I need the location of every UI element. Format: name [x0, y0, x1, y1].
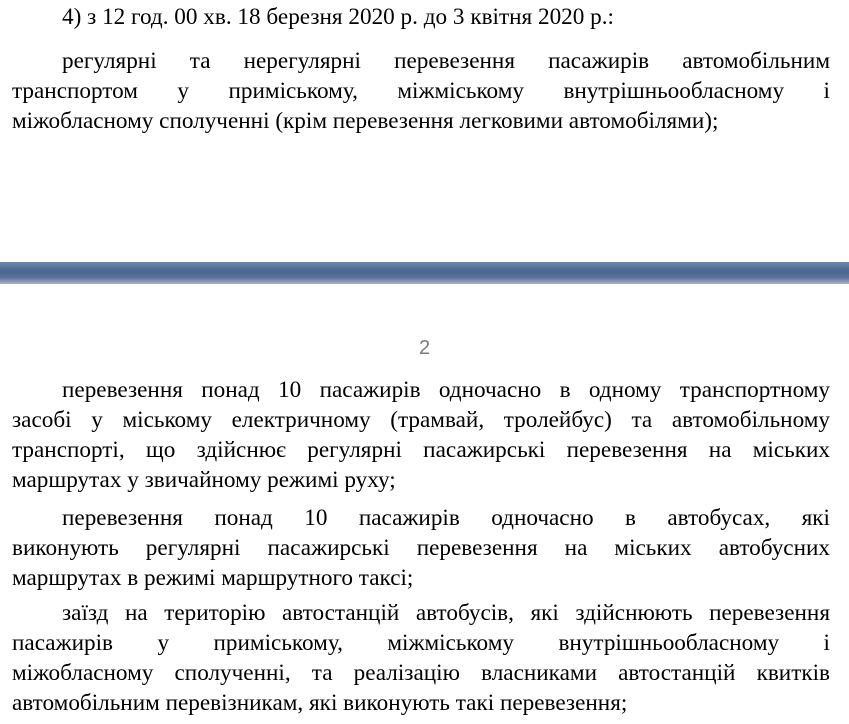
paragraph-line: маршрутах у звичайному режимі руху;: [12, 467, 396, 493]
paragraph-line: автомобільним перевізникам, які виконують такі перевезення;: [12, 690, 628, 716]
paragraph-line: міжобласному сполученні (крім перевезення легковими автомобілями);: [12, 108, 719, 134]
paragraph-line: транспорті, що здійснює регулярні пасажирські перевезення на міських: [12, 437, 830, 463]
paragraph-line: транспортом у приміському, міжміському внутрішньообласному і: [12, 78, 830, 104]
paragraph-line: міжобласному сполученні, та реалізацію власниками автостанцій квитків: [12, 660, 830, 686]
paragraph-line: перевезення понад 10 пасажирів одночасно в одному транспортному: [62, 377, 830, 403]
page-number: 2: [418, 337, 431, 359]
paragraph-line: маршрутах в режимі маршрутного таксі;: [12, 565, 414, 591]
paragraph-line: виконують регулярні пасажирські перевезення на міських автобусних: [12, 535, 830, 561]
paragraph-line: засобі у міському електричному (трамвай, тролейбус) та автомобільному: [12, 407, 830, 433]
paragraph-urban-transport: [12, 375, 830, 495]
paragraph-route-taxi: [12, 503, 830, 593]
paragraph-line: заїзд на територію автостанцій автобусів, які здійснюють перевезення: [62, 600, 830, 626]
paragraph-line: перевезення понад 10 пасажирів одночасно в автобусах, які: [62, 505, 830, 531]
paragraph-line: регулярні та нерегулярні перевезення пасажирів автомобільним: [62, 48, 830, 74]
item-heading-text: 4) з 12 год. 00 хв. 18 березня 2020 р. до 3 квітня 2020 р.:: [62, 4, 614, 30]
paragraph-line: пасажирів у приміському, міжміському внутрішньообласному і: [12, 630, 830, 656]
paragraph-bus-stations: [12, 598, 830, 718]
